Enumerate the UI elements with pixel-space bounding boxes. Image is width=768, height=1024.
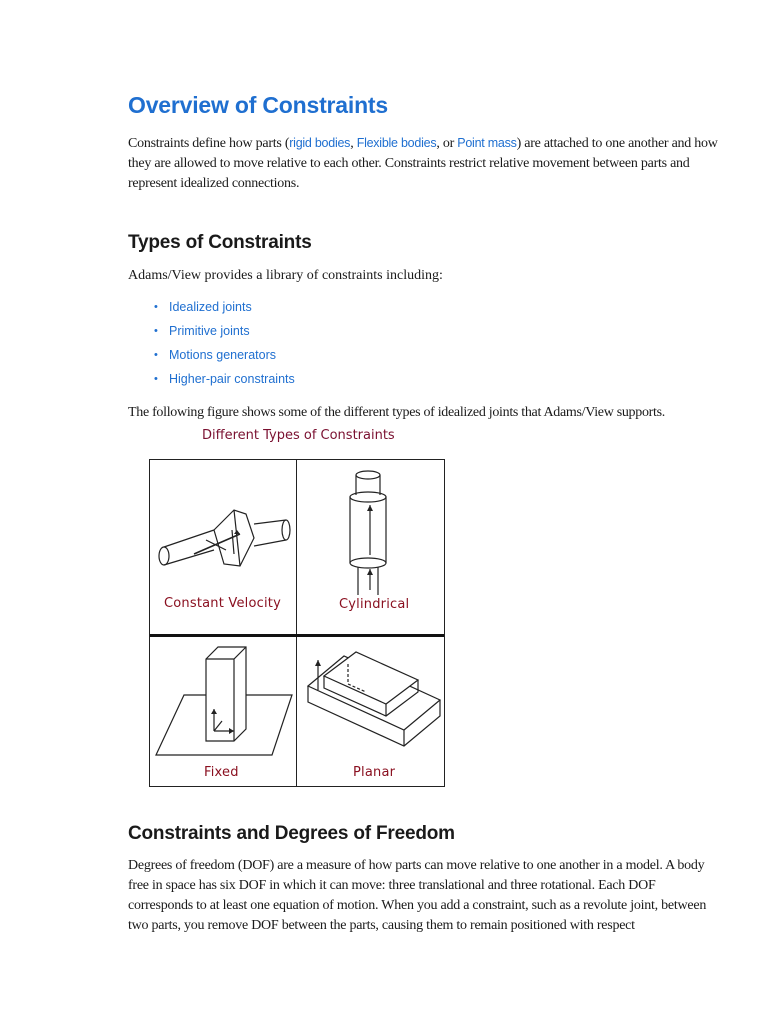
figure-intro: The following figure shows some of the different types of idealized joints that Adams/View supports. bbox=[128, 405, 665, 420]
figure-divider-horizontal bbox=[150, 634, 444, 637]
bullet-icon: • bbox=[154, 349, 158, 361]
intro-text-1: Constraints define how parts ( bbox=[128, 136, 290, 151]
document-page bbox=[128, 92, 728, 423]
cylindrical-joint-icon bbox=[338, 465, 398, 600]
intro-text-4: ) are attached to one another and how they are allowed to move relative to each other. Constraints restrict relative movement between parts and represent idealized connections. bbox=[128, 136, 718, 191]
list-item-label: Primitive joints bbox=[169, 324, 250, 338]
list-item-motions-generators[interactable] bbox=[154, 343, 728, 367]
link-rigid-bodies[interactable]: rigid bodies bbox=[289, 136, 351, 150]
list-item-label: Higher-pair constraints bbox=[169, 372, 295, 386]
dof-heading: Constraints and Degrees of Freedom bbox=[128, 823, 455, 844]
bullet-icon: • bbox=[154, 325, 158, 337]
list-item-idealized-joints[interactable] bbox=[154, 295, 728, 319]
label-constant-velocity: Constant Velocity bbox=[164, 596, 281, 611]
page-title: Overview of Constraints bbox=[128, 92, 388, 118]
types-lead: Adams/View provides a library of constraints including: bbox=[128, 268, 443, 283]
list-item-higher-pair-constraints[interactable] bbox=[154, 367, 728, 391]
dof-paragraph: Degrees of freedom (DOF) are a measure of how parts can move relative to one another in a model. A body free in space has six DOF in which it can move: three translational and three rotational. Each DOF corresponds to at least one equation of motion. When you add a constraint, such as a revolute joint, between two parts, you remove DOF between the parts, causing them to remain positioned with respect bbox=[128, 858, 707, 933]
label-cylindrical: Cylindrical bbox=[339, 597, 410, 612]
dof-section bbox=[128, 823, 728, 936]
constraint-type-list bbox=[128, 295, 728, 391]
types-heading: Types of Constraints bbox=[128, 232, 312, 253]
planar-joint-icon bbox=[300, 650, 444, 765]
label-fixed: Fixed bbox=[204, 765, 239, 780]
link-point-mass[interactable]: Point mass bbox=[457, 136, 517, 150]
constant-velocity-joint-icon bbox=[154, 490, 294, 600]
label-planar: Planar bbox=[353, 765, 396, 780]
figure-title: Different Types of Constraints bbox=[202, 428, 395, 443]
fixed-joint-icon bbox=[154, 643, 294, 763]
intro-text-3: , or bbox=[436, 136, 458, 151]
list-item-label: Idealized joints bbox=[169, 300, 252, 314]
link-flexible-bodies[interactable]: Flexible bodies bbox=[356, 136, 437, 150]
list-item-primitive-joints[interactable] bbox=[154, 319, 728, 343]
figure-divider-vertical bbox=[296, 460, 297, 786]
bullet-icon: • bbox=[154, 301, 158, 313]
intro-paragraph bbox=[128, 133, 728, 194]
list-item-label: Motions generators bbox=[169, 348, 277, 362]
bullet-icon: • bbox=[154, 373, 158, 385]
constraints-figure bbox=[149, 459, 445, 787]
intro-text-2: , bbox=[350, 136, 357, 151]
